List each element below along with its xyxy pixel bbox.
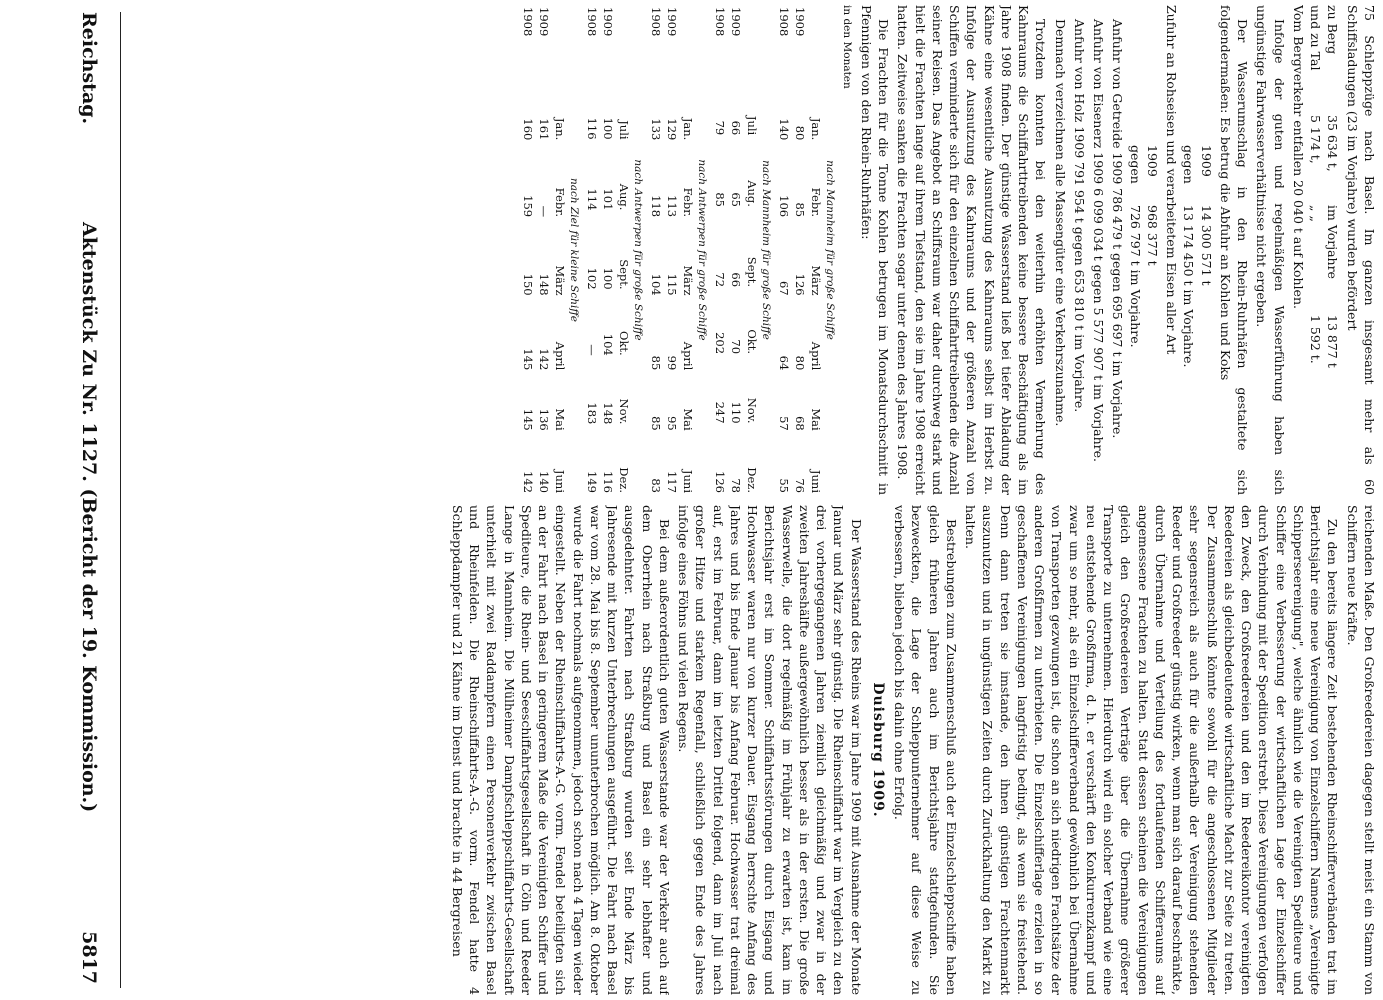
value-cell: 148 <box>600 402 615 425</box>
year-cell: 1908 <box>713 7 727 37</box>
paragraph: Anfuhr von Eisenerz 1909 6 099 034 t gegen 5 577 907 t im Vorjahre. <box>1091 19 1107 462</box>
table-row <box>599 5 615 495</box>
table-row <box>711 5 727 495</box>
value-cell: — <box>536 205 551 218</box>
paragraph: Der Wasserumschlag in den Rhein-Ruhrhäfen gestaltete sich folgendermaßen: Es betrug die Abfuhr an Kohlen und Koks <box>1218 5 1251 495</box>
value-cell: 66 <box>728 120 743 136</box>
table-header-row <box>551 5 567 495</box>
month-header: Jan. <box>808 117 823 141</box>
paragraph: Bei dem außerordentlich guten Wasserstande war der Verkehr auch auf dem Oberrhein nach Straßburg und Basel ein sehr lebhafter und ausgedehnter. Fahrten nach Straßburg wurden seit Ende März bis Jahresende mit kurzen Unterbrechungen ausgeführt. Die Fahrt nach Basel war vom 28. Mai bis 8. September ununterbrochen möglich. Am 8. Oktober wurde die Fahrt nochmals aufgenommen, jedoch schon nach 4 Tagen wieder eingestellt. Neben der Rheinschiffahrts-A.-G. vorm. Fendel beteiligten sich an der Fahrt nach Basel in geringerem Maße die Vereinigten Schiffer und Spediteure, die Rhein- und Seeschiffahrtsgesellschaft in Cöln und Reeder Lange in Mannheim. Die Mülheimer Dampfschleppschiffahrts-Gesellschaft unterhielt mit zwei Raddampfern einen Personenverkehr zwischen Basel und Rheinfelden. Die Rheinschiffahrts-A.-G. vorm. Fendel hatte 4 Schleppdampfer und 21 Kähne im Dienst und brachte in 44 Bergreisen <box>449 505 672 995</box>
value-cell: 145 <box>520 408 535 431</box>
paragraph: Bestrebungen zum Zusammenschluß auch der Einzelschleppschiffe haben gleich früheren Jahren auch im Berichtsjahre stattgefunden. Sie bezweckten, die Lage der Schleppunternehmer auf diese Weise zu verbessern, blieben jedoch bis dahin ohne Erfolg. <box>892 505 959 995</box>
paragraph: Demnach verzeichnen alle Massengüter eine Verkehrszunahme. <box>1052 19 1068 427</box>
table-header-row <box>679 5 695 495</box>
month-header: Dez. <box>744 467 759 493</box>
value-cell: 183 <box>584 402 599 425</box>
year-cell: 1908 <box>648 7 663 37</box>
value-cell: 114 <box>584 188 599 211</box>
freight-table-block <box>711 5 759 495</box>
left-column <box>128 505 1378 995</box>
value-cell: 104 <box>600 333 615 356</box>
paragraph: Infolge der guten und regelmäßigen Wasserführung haben sich ungünstige Fahrwasserverhältnisse nicht ergeben. <box>1254 5 1287 495</box>
value-cell: 68 <box>792 416 807 431</box>
value-cell: 106 <box>777 195 792 218</box>
value-cell: 85 <box>648 355 663 371</box>
table-month-label: in den Monaten <box>840 5 853 89</box>
month-header: Juli <box>744 115 759 136</box>
value-cell: 133 <box>648 118 663 141</box>
month-header: Aug. <box>616 183 631 211</box>
paragraph: Vom Bergverkehr entfallen 20 040 t auf Kohlen. <box>1291 5 1306 309</box>
freight-table-block <box>583 5 631 495</box>
month-header: Nov. <box>616 398 631 425</box>
value-cell: 160 <box>520 118 535 141</box>
header-left: Reichstag. <box>78 12 100 125</box>
table-row <box>519 5 535 495</box>
value-cell: 100 <box>600 267 615 290</box>
table-header-row <box>807 5 823 495</box>
month-header: Juni <box>680 469 695 493</box>
table-row <box>663 5 679 495</box>
month-header: April <box>808 341 823 371</box>
month-header: Aug. <box>744 180 759 207</box>
value-cell: 85 <box>713 192 727 207</box>
value-cell: 102 <box>584 267 599 290</box>
paragraph: Anfuhr von Holz 1909 791 954 t gegen 653 810 t im Vorjahre. <box>1072 19 1087 413</box>
value-cell: 101 <box>600 188 615 211</box>
value-cell: 80 <box>792 125 807 141</box>
table-header-blank <box>807 5 823 81</box>
value-cell: 70 <box>728 339 743 355</box>
month-header: Mai <box>808 408 823 431</box>
value-cell: 67 <box>777 280 792 296</box>
header-rule <box>120 12 121 988</box>
paragraph: Der Wasserstand des Rheins war im Jahre 1909 mit Ausnahme der Monate Januar und März sehr günstig. Die Rheinschiffahrt war im Vergleich zu den drei vorhergegangenen Jahren ziemlich gleichmäßig und zwar in der zweiten Jahreshälfte außergewöhnlich besser als in der ersten. Die große Wasserwelle, die dort regelmäßig im Frühjahr zu erwarten ist, kam im Berichtsjahr erst im Sommer. Schiffahrtsstörungen durch Eisgang und Hochwasser waren nur von kurzer Dauer. Eisgang herrschte Anfang des Jahres und bis Ende Januar bis Anfang Februar. Hochwasser trat dreimal auf, erst im Februar, dann im letzten Drittel folgend, dann im Juli nach großer Hitze und starkem Regenfall, schließlich gegen Ende des Jahres infolge eines Föhns und vielen Regens. <box>676 505 864 995</box>
table-row <box>775 5 791 495</box>
month-header: Juni <box>808 469 823 493</box>
paragraph: Zu den bereits längere Zeit bestehenden Rheinschifferverbänden trat im Berichtsjahr eine neue Vereinigung von Einzelschiffern Namens „Vereinigte Schipperseerenigung", welche ähnlich wie die Vereinigten Spediteure und Schiffer eine Verbesserung der wirtschaftlichen Lage der Einzelschiffer durch Verbindung mit der Spedition erstrebt. Diese Vereinigungen verfolgen den Zweck, den Großreedereien und den im Reedereikontor vereinigten Reedereien als gleichbedeutende wirtschaftliche Macht zur Seite zu treten. Der Zusammenschluß könnte sowohl für die angeschlossenen Mitglieder sehr segensreich als auch für die außerhalb der Vereinigung stehenden Reeder und Großreeder günstig wirken, wenn man sich darauf beschränkte, durch Übernahme und Verteilung des fortlaufenden Schifferaums auf angemessene Frachten zu halten. Statt dessen scheinen die Vereinigungen gleich den Großreedereien Verträge über die Übernahme größerer Transporte zu unternehmen. Hierdurch wird ein solcher Verband wie eine neu entstehende Großfirma, d. h. er verschärft den Konkurrenzkampf und zwar um so mehr, als ein Einzelschifferverband gewöhnlich bei Übernahme von Transporten gezwungen ist, die schon an sich niedrigen Frachtsätze der anderen Großfirmen zu unterbieten. Die Einzelschifferlage erzielen in so geschaffenen Vereinigungen langfristig bedingt, als wenn sie freistehend. Denn dann treten sie imstande, den ihnen günstigen Frachtenmarkt auszunutzen und in ungünstigen Zeiten durch Zurückhaltung den Markt zu halten. <box>963 505 1341 995</box>
month-header: Juli <box>616 120 631 140</box>
table-row <box>583 5 599 495</box>
year-cell: 1908 <box>584 7 599 37</box>
value-cell: 57 <box>777 416 792 431</box>
value-cell: 145 <box>520 348 535 371</box>
value-cell: 95 <box>664 416 679 431</box>
value-cell: 150 <box>520 273 535 296</box>
value-cell: 247 <box>713 401 727 424</box>
paragraph: reichenden Maße. Den Großreedereien dagegen stellt meist ein Stamm von Schiffern neue Kräfte. <box>1344 505 1377 995</box>
table-caption: nach Antwerpen für große Schiffe <box>696 159 709 341</box>
value-cell: 76 <box>792 478 807 493</box>
basel-stats <box>1307 5 1342 495</box>
month-header: Febr. <box>680 187 695 218</box>
zufuhr-stats: 1909 968 377 t gegen 726 797 t im Vorjahre. <box>1127 145 1160 348</box>
value-cell: 126 <box>792 273 807 296</box>
value-cell: 202 <box>713 332 727 355</box>
freight-table-block <box>647 5 695 495</box>
value-cell: 72 <box>713 272 727 288</box>
month-header: Sept. <box>744 256 759 288</box>
page-number: 5817 <box>78 931 100 984</box>
paragraph: Anfuhr von Getreide 1909 786 479 t gegen 695 697 t im Vorjahre. <box>1110 19 1126 439</box>
month-header: Okt. <box>744 329 759 355</box>
paragraph: Zufuhr an Rohseisen und verarbeitetem Eisen aller Art <box>1164 5 1180 355</box>
table-row <box>647 5 663 495</box>
value-cell: 142 <box>536 348 551 371</box>
year-cell: 1909 <box>536 7 551 37</box>
value-cell: 85 <box>792 202 807 218</box>
value-cell: 159 <box>520 195 535 218</box>
value-cell: 161 <box>536 118 551 141</box>
month-header: Sept. <box>616 259 631 290</box>
value-cell: 100 <box>600 117 615 140</box>
value-cell: 113 <box>664 195 679 218</box>
month-header: März <box>808 265 823 296</box>
freight-table-block <box>519 5 567 495</box>
paragraph: Die Frachten für die Tonne Kohlen betrugen im Monatsdurchschnitt in Pfennigen von den Rhein-Ruhrhäfen: <box>859 5 892 495</box>
value-cell: 66 <box>728 272 743 288</box>
year-cell: 1909 <box>600 7 615 37</box>
section-heading: Duisburg 1909. <box>870 682 886 818</box>
value-cell: 149 <box>584 471 599 493</box>
table-header-blank <box>743 5 759 83</box>
month-header: Juni <box>552 469 567 493</box>
stat-row: und zu Tal 5 174 t, „ „ 1 592 t. <box>1308 5 1324 364</box>
table-header-blank <box>551 5 567 81</box>
value-cell: 79 <box>713 120 727 136</box>
month-header: April <box>680 341 695 371</box>
month-header: Mai <box>680 408 695 431</box>
year-cell: 1908 <box>777 7 792 37</box>
table-caption: nach Mannheim für große Schiffe <box>760 160 773 340</box>
value-cell: 148 <box>536 273 551 296</box>
table-header-blank <box>679 5 695 81</box>
month-header: Jan. <box>680 117 695 141</box>
value-cell: — <box>584 344 599 356</box>
table-caption: nach Ziel für kleine Schiffe <box>568 177 581 323</box>
month-header: März <box>552 265 567 296</box>
header-title: Aktenstück Zu Nr. 1127. (Bericht der 19. Kommission.) <box>78 222 100 813</box>
value-cell: 142 <box>520 471 535 493</box>
month-header: Dez. <box>616 467 631 493</box>
page-header <box>74 12 100 988</box>
abfuhr-stats: 1909 14 300 571 t gegen 13 174 450 t im Vorjahre. <box>1181 145 1214 368</box>
table-row <box>535 5 551 495</box>
value-cell: 140 <box>777 118 792 141</box>
value-cell: 85 <box>648 416 663 431</box>
value-cell: 65 <box>728 192 743 207</box>
year-cell: 1909 <box>792 7 807 37</box>
value-cell: 116 <box>600 471 615 493</box>
month-header: März <box>680 265 695 296</box>
freight-table <box>519 5 854 495</box>
paragraph: 75 Schleppzüge nach Basel. Im ganzen insgesamt mehr als 60 Schiffsladungen (23 im Vorjahre) wurden befördert <box>1344 5 1377 495</box>
year-cell: 1909 <box>664 7 679 37</box>
table-header-row <box>615 5 631 495</box>
paragraph: Trotzdem konnten bei den weiterhin erhöhten Vermehrung des Kahnraums die Schiffahrttreibenden keine bessere Beschäftigung als im Jahre 1908 finden. Der günstige Wasserstand ließ bei tiefer Abladung der Kähne eine wesentliche Ausnutzung des Kahnraums selbst im Herbst zu. Infolge der Ausnutzung des Kahnraums und der größeren Anzahl von Schiffen verminderte sich für den einzelnen Schiffahrttreibenden die Anzahl seiner Reisen. Das Angebot an Schiffsraum war daher durchweg stark und hielt die Frachten lange auf ihrem Tiefstand, den sie im Jahre 1908 erreicht hatten. Zeitweise sanken die Frachten sogar unter denen des Jahres 1908. <box>895 5 1049 495</box>
value-cell: 104 <box>648 273 663 296</box>
year-cell: 1908 <box>520 7 535 37</box>
value-cell: 117 <box>664 471 679 493</box>
month-header: Okt. <box>616 331 631 356</box>
value-cell: 116 <box>584 117 599 140</box>
table-row <box>727 5 743 495</box>
stat-row: zu Berg 35 634 t, im Vorjahre 13 877 t <box>1325 5 1341 368</box>
value-cell: 55 <box>777 478 792 493</box>
value-cell: 140 <box>536 471 551 493</box>
right-column <box>128 5 1378 495</box>
year-cell: 1909 <box>728 7 743 37</box>
month-header: Febr. <box>808 187 823 218</box>
value-cell: 64 <box>777 355 792 371</box>
value-cell: 126 <box>713 471 727 493</box>
month-header: Jan. <box>552 117 567 141</box>
value-cell: 80 <box>792 355 807 371</box>
freight-table-block <box>775 5 823 495</box>
value-cell: 83 <box>648 478 663 493</box>
month-header: Febr. <box>552 187 567 218</box>
value-cell: 78 <box>728 478 743 493</box>
table-header-blank <box>615 5 631 82</box>
value-cell: 110 <box>728 401 743 424</box>
value-cell: 129 <box>664 118 679 141</box>
table-caption: nach Mannheim für große Schiffe <box>824 160 837 340</box>
freight-table-groups <box>519 5 837 495</box>
value-cell: 118 <box>648 195 663 218</box>
table-caption: nach Antwerpen für große Schiffe <box>632 159 645 341</box>
table-header-row <box>743 5 759 495</box>
value-cell: 115 <box>664 273 679 296</box>
table-row <box>791 5 807 495</box>
month-header: Mai <box>552 408 567 431</box>
value-cell: 99 <box>664 355 679 371</box>
value-cell: 136 <box>536 408 551 431</box>
month-header: April <box>552 341 567 371</box>
month-header: Nov. <box>744 397 759 424</box>
